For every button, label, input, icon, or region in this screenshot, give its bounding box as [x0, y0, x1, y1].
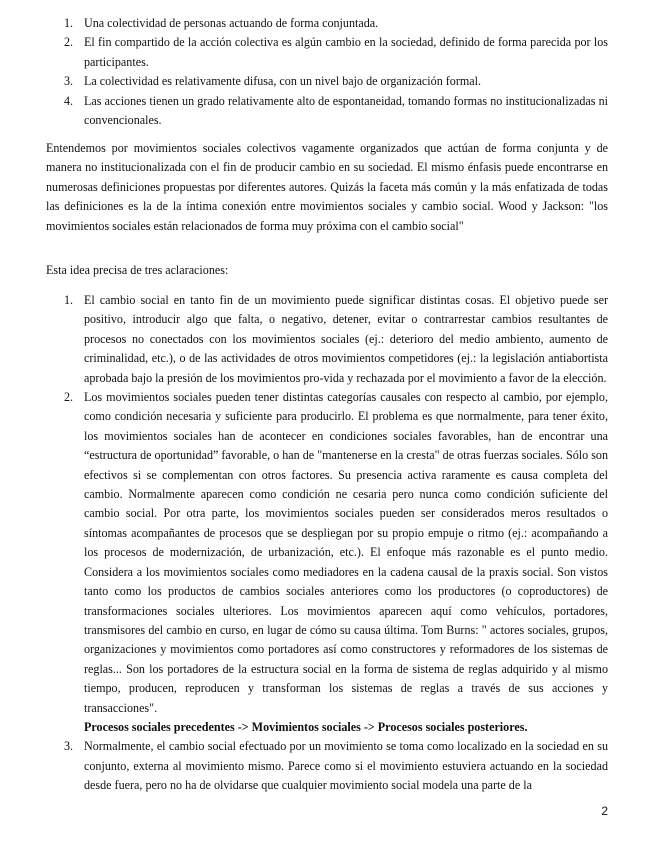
definition-list: [46, 14, 608, 130]
page-number: 2: [601, 804, 608, 818]
list-item: 1. Una colectividad de personas actuando de forma conjuntada.: [64, 16, 379, 30]
list-item-text: Una colectividad de personas actuando de forma conjuntada.: [84, 16, 379, 30]
list-item: 3. Normalmente, el cambio social efectuado por un movimiento se toma como localizado en la sociedad en su conjunto, externa al movimiento mismo. Parece como si el movimiento estuviera actuando en la sociedad desde fuera, pero no ha de olvidarse que cualquier movimiento social modela una parte de la: [64, 739, 608, 793]
list-item: 4. Las acciones tienen un grado relativamente alto de espontaneidad, tomando formas no institucionalizadas ni convencionales.: [64, 93, 608, 128]
body-paragraph: Esta idea precisa de tres aclaraciones:: [46, 263, 229, 277]
list-item-text: La colectividad es relativamente difusa, con un nivel bajo de organización formal.: [84, 74, 482, 89]
body-paragraph: Entendemos por movimientos sociales colectivos vagamente organizados que actúan de forma conjunta y de manera no institucionalizada con el fin de producir cambio en su sociedad. El mismo énfasis puede encontrarse en numerosas definiciones propuestas por diferentes autores. Quizás la faceta más común y la más enfatizada de todas las definiciones es la de la íntima conexión entre movimientos sociales y cambio social. Wood y Jackson: "los movimientos sociales están relacionados de forma muy próxima con el cambio social": [46, 141, 608, 233]
list-item: 3. La colectividad es relativamente difusa, con un nivel bajo de organización formal.: [64, 74, 482, 89]
list-item-text: El fin compartido de la acción colectiva es algún cambio en la sociedad, definido de forma parecida por los participantes.: [84, 35, 608, 69]
list-item: 2. El fin compartido de la acción colectiva es algún cambio en la sociedad, definido de forma parecida por los participantes.: [64, 35, 608, 69]
list-item: 2. Los movimientos sociales pueden tener distintas categorías causales con respecto al cambio, por ejemplo, como condición necesaria y suficiente para producirlo. El problema es que normalmente, para tener éxito, los movimientos sociales han de acontecer en condiciones sociales favorables, han de encontrar una “estructura de oportunidad” favorable, o han de "mantenerse en la cresta" de otras fuerzas sociales. Sólo son efectivos si se complementan con otros factores. Su presencia activa raramente es causa completa del cambio. Normalmente aparecen como condición ne cesaria pero nunca como condición suficiente del cambio social. Por otra parte, los movimientos sociales pueden ser considerados meros resultados o síntomas acompañantes de procesos que se despliegan por su propio empuje o ritmo (ej.: acompañando a los procesos de modernización, de urbanización, etc.). El enfoque más razonable es el punto medio. Considera a los movimientos sociales como mediadores en la cadena causal de la praxis social. Son vistos tanto como los productos de cambios sociales anteriores como los productores (o coproductores) de transformaciones sociales ulteriores. Los movimientos aparecen aquí como vehículos, portadores, transmisores del cambio en curso, en lugar de cómo su causa última. Tom Burns: " actores sociales, grupos, organizaciones y movimientos como portadores así como constructores y reformadores de los sistemas de reglas... Son los portadores de la estructura social en la forma de sistema de reglas adquirido y al mismo tiempo, producen, reproducen y transforman los sistemas de reglas a través de sus acciones y transacciones". Procesos sociales precedentes -> Movimientos sociales -> Procesos sociales posteriores.: [64, 390, 608, 734]
clarifications-list: [46, 291, 608, 796]
list-item: 1. El cambio social en tanto fin de un movimiento puede significar distintas cosas. El objetivo puede ser positivo, introducir algo que falta, o negativo, detener, evitar o contrarrestar cambios resultantes de procesos no conectados con los movimientos sociales (ej.: deterioro del medio ambiento, aumento de criminalidad, etc.), o de las actividades de otros movimientos competidores (ej.: la legislación antiabortista aprobada bajo la presión de los movimientos pro-vida y rechazada por el movimiento a favor de la elección.: [64, 293, 608, 385]
list-item-text: Los movimientos sociales pueden tener distintas categorías causales con respecto al cambio, por ejemplo, como condición necesaria y suficiente para producirlo. El problema es que normalmente, para tener éxito, los movimientos sociales han de acontecer en condiciones sociales favorables, han de encontrar una “estructura de oportunidad” favorable, o han de "mantenerse en la cresta" de otras fuerzas sociales. Sólo son efectivos si se complementan con otros factores. Su presencia activa raramente es causa completa del cambio. Normalmente aparecen como condición ne cesaria pero nunca como condición suficiente del cambio social. Por otra parte, los movimientos sociales pueden ser considerados meros resultados o síntomas acompañantes de procesos que se despliegan por su propio empuje o ritmo (ej.: acompañando a los procesos de modernización, de urbanización, etc.). El enfoque más razonable es el punto medio. Considera a los movimientos sociales como mediadores en la cadena causal de la praxis social. Son vistos tanto como los productos de cambios sociales anteriores como los productores (o coproductores) de transformaciones sociales ulteriores. Los movimientos aparecen aquí como vehículos, portadores, transmisores del cambio en curso, en lugar de cómo su causa última. Tom Burns: " actores sociales, grupos, organizaciones y movimientos como portadores así como constructores y reformadores de los sistemas de reglas... Son los portadores de la estructura social en la forma de sistema de reglas adquirido y al mismo tiempo, producen, reproducen y transforman los sistemas de reglas a través de sus acciones y transacciones".: [84, 390, 608, 715]
list-item-text: El cambio social en tanto fin de un movimiento puede significar distintas cosas. El objetivo puede ser positivo, introducir algo que falta, o negativo, detener, evitar o contrarrestar cambios resultantes de procesos no conectados con los movimientos sociales (ej.: deterioro del medio ambiento, aumento de criminalidad, etc.), o de las actividades de otros movimientos competidores (ej.: la legislación antiabortista aprobada bajo la presión de los movimientos pro-vida y rechazada por el movimiento a favor de la elección.: [84, 293, 608, 385]
process-chain: Procesos sociales precedentes -> Movimientos sociales -> Procesos sociales posteriores.: [84, 719, 528, 734]
list-item-text: Normalmente, el cambio social efectuado por un movimiento se toma como localizado en la sociedad en su conjunto, externa al movimiento mismo. Parece como si el movimiento estuviera actuando en la sociedad desde fuera, pero no ha de olvidarse que cualquier movimiento social modela una parte de la: [84, 739, 608, 793]
list-item-text: Las acciones tienen un grado relativamente alto de espontaneidad, tomando formas no institucionalizadas ni convencionales.: [84, 93, 608, 128]
